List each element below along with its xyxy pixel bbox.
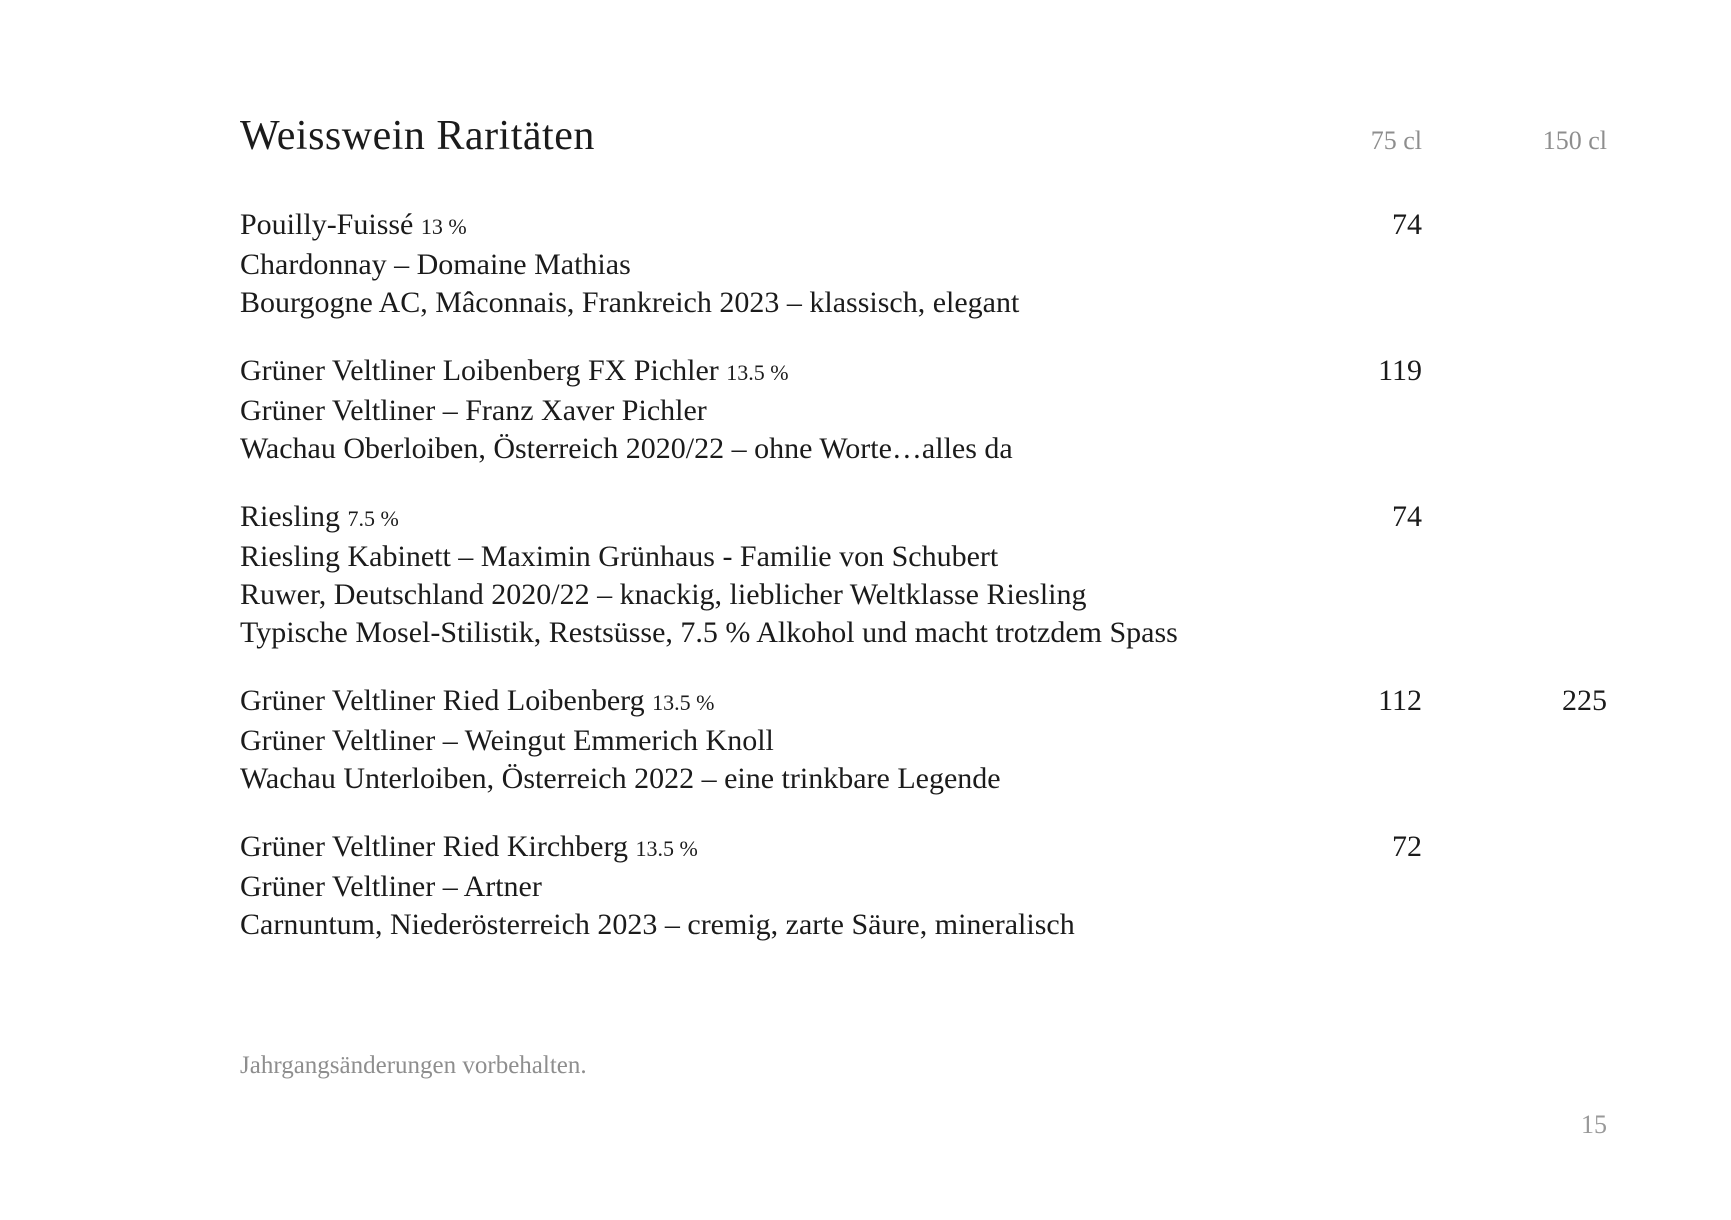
wine-detail-line: Riesling Kabinett – Maximin Grünhaus - Familie von Schubert (240, 540, 999, 573)
wine-name-line (240, 828, 1272, 868)
wine-price-150cl: 225 (1562, 684, 1607, 717)
column-header-75cl: 75 cl (1370, 126, 1422, 155)
wine-details (240, 246, 1272, 322)
wine-name: Grüner Veltliner Loibenberg FX Pichler (240, 354, 719, 387)
wine-price-75cl: 74 (1392, 208, 1422, 241)
wine-name: Grüner Veltliner Ried Kirchberg (240, 830, 628, 863)
wine-detail-line: Ruwer, Deutschland 2020/22 – knackig, lieblicher Weltklasse Riesling (240, 578, 1087, 611)
wine-entry (240, 682, 1607, 798)
wine-details (240, 392, 1272, 468)
page-title: Weisswein Raritäten (240, 113, 595, 159)
wine-entry (240, 206, 1607, 322)
wine-detail-line: Wachau Oberloiben, Österreich 2020/22 – ohne Worte…alles da (240, 432, 1013, 465)
wine-price-75cl: 112 (1378, 684, 1422, 717)
wine-list (240, 206, 1607, 944)
wine-detail-line: Wachau Unterloiben, Österreich 2022 – eine trinkbare Legende (240, 762, 1001, 795)
wine-price-75cl: 74 (1392, 500, 1422, 533)
wine-entry (240, 498, 1607, 652)
wine-detail-line: Carnuntum, Niederösterreich 2023 – cremig, zarte Säure, mineralisch (240, 908, 1075, 941)
wine-entry (240, 828, 1607, 944)
wine-text (240, 498, 1272, 652)
footer-note: Jahrgangsänderungen vorbehalten. (240, 1052, 587, 1079)
wine-text (240, 206, 1272, 322)
wine-price-75cl: 72 (1392, 830, 1422, 863)
wine-name-line (240, 682, 1272, 722)
wine-name: Riesling (240, 500, 341, 533)
wine-name-line (240, 498, 1272, 538)
menu-content (240, 112, 1607, 974)
wine-details (240, 868, 1272, 944)
wine-text (240, 682, 1272, 798)
wine-entry (240, 352, 1607, 468)
wine-abv: 13.5 % (652, 690, 715, 715)
wine-detail-line: Bourgogne AC, Mâconnais, Frankreich 2023 – klassisch, elegant (240, 286, 1020, 319)
wine-name: Grüner Veltliner Ried Loibenberg (240, 684, 645, 717)
page-number: 15 (1581, 1110, 1607, 1139)
wine-details (240, 538, 1272, 652)
wine-detail-line: Typische Mosel-Stilistik, Restsüsse, 7.5 % Alkohol und macht trotzdem Spass (240, 616, 1178, 649)
wine-detail-line: Grüner Veltliner – Weingut Emmerich Knoll (240, 724, 774, 757)
wine-price-75cl: 119 (1378, 354, 1422, 387)
column-header-150cl: 150 cl (1542, 126, 1607, 155)
wine-text (240, 828, 1272, 944)
wine-details (240, 722, 1272, 798)
wine-detail-line: Grüner Veltliner – Artner (240, 870, 542, 903)
wine-name-line (240, 206, 1272, 246)
wine-text (240, 352, 1272, 468)
wine-abv: 7.5 % (347, 506, 399, 531)
wine-abv: 13.5 % (726, 360, 789, 385)
wine-detail-line: Grüner Veltliner – Franz Xaver Pichler (240, 394, 707, 427)
wine-abv: 13.5 % (635, 836, 698, 861)
wine-abv: 13 % (420, 214, 467, 239)
wine-name-line (240, 352, 1272, 392)
wine-detail-line: Chardonnay – Domaine Mathias (240, 248, 631, 281)
menu-header (240, 112, 1607, 160)
wine-name: Pouilly-Fuissé (240, 208, 414, 241)
